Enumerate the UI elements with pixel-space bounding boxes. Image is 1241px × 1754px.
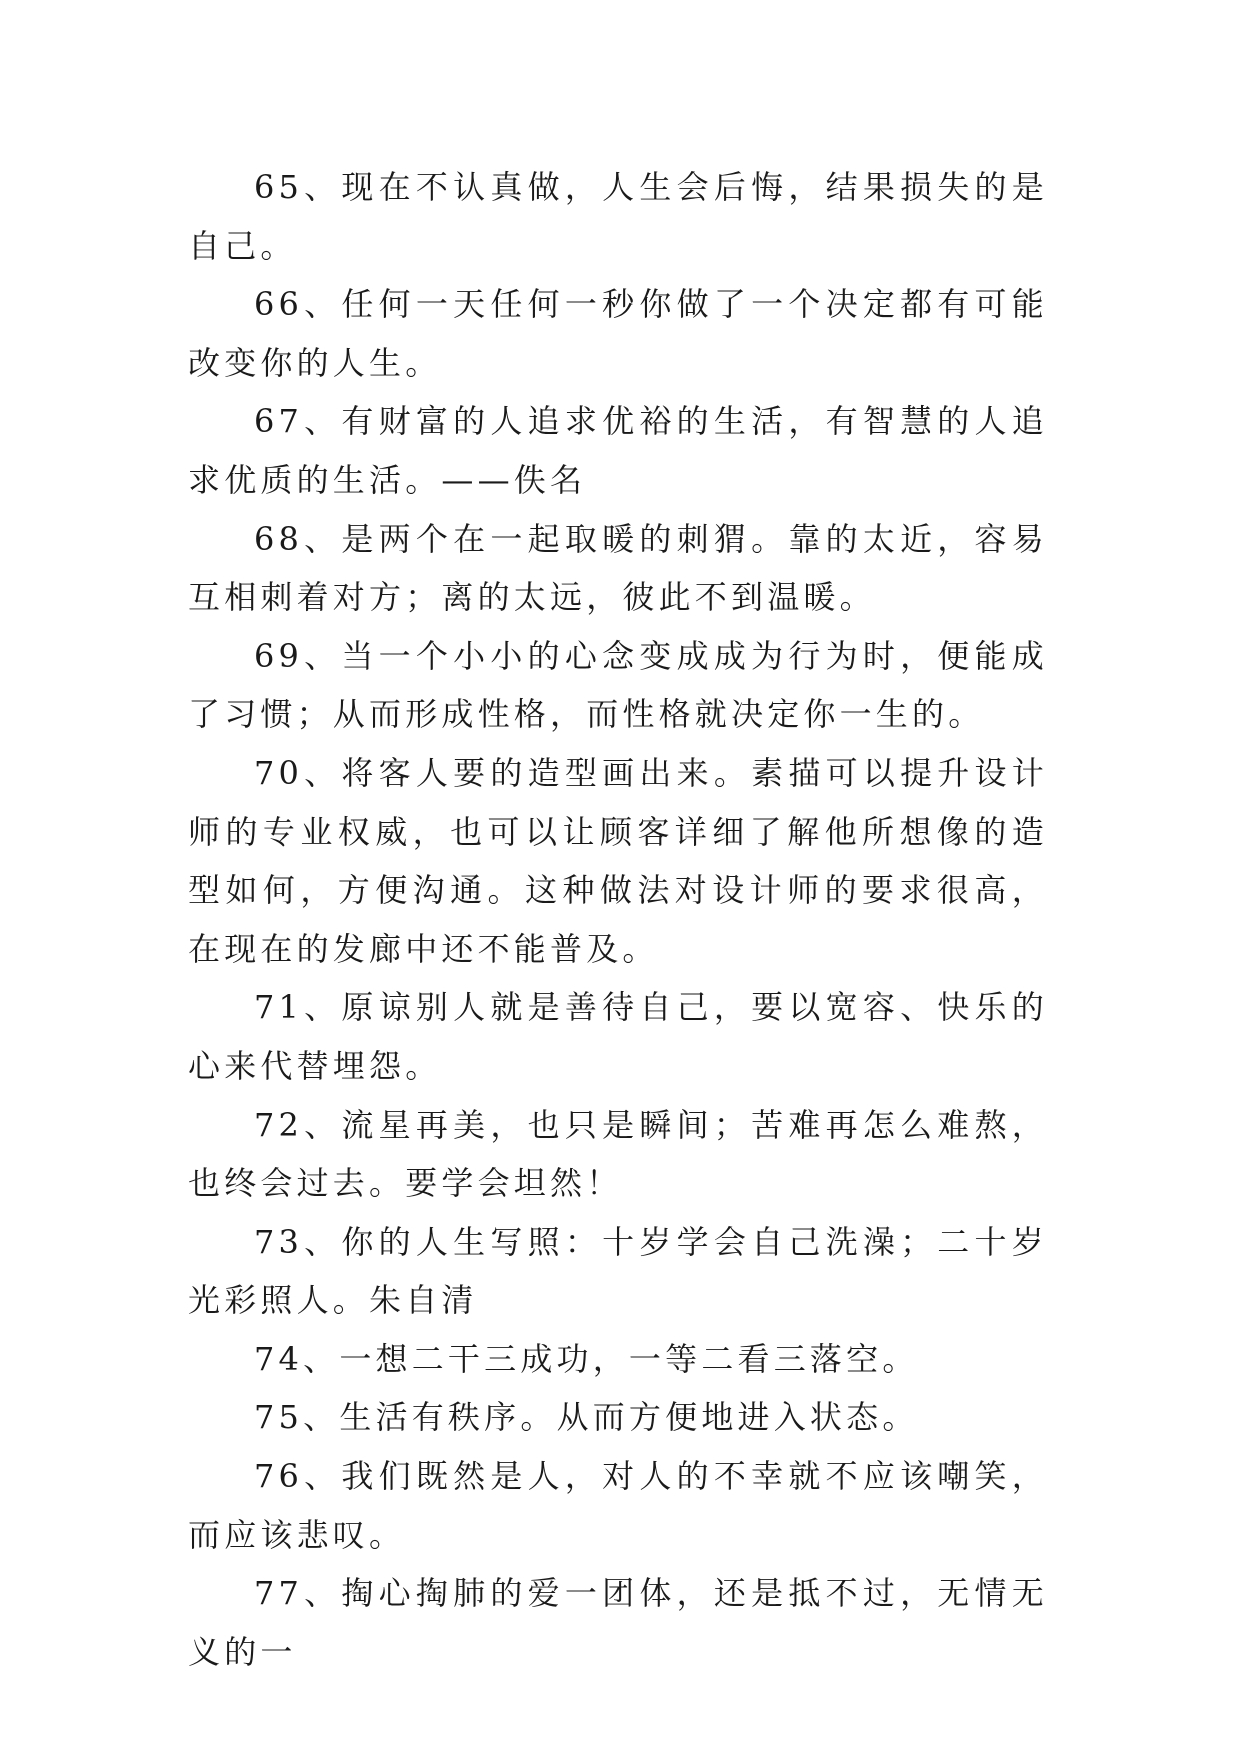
quote-paragraph-68: 68、是两个在一起取暖的刺猬。靠的太近，容易互相刺着对方；离的太远，彼此不到温暖。 bbox=[188, 519, 1048, 617]
quote-paragraph-74: 74、一想二干三成功，一等二看三落空。 bbox=[254, 1339, 919, 1378]
quote-paragraph-73: 73、你的人生写照：十岁学会自己洗澡；二十岁光彩照人。朱自清 bbox=[188, 1222, 1048, 1320]
quote-paragraph-66: 66、任何一天任何一秒你做了一个决定都有可能改变你的人生。 bbox=[188, 285, 1048, 382]
quote-paragraph-75: 75、生活有秩序。从而方便地进入状态。 bbox=[254, 1398, 919, 1437]
quote-paragraph-65: 65、现在不认真做，人生会后悔，结果损失的是自己。 bbox=[188, 168, 1048, 265]
quote-paragraph-77: 77、掏心掏肺的爱一团体，还是抵不过，无情无义的一 bbox=[188, 1574, 1048, 1671]
quote-paragraph-69: 69、当一个小小的心念变成成为行为时，便能成了习惯；从而形成性格，而性格就决定你一生的。 bbox=[188, 636, 1048, 734]
quote-paragraph-76: 76、我们既然是人，对人的不幸就不应该嘲笑，而应该悲叹。 bbox=[188, 1457, 1048, 1554]
document-body bbox=[188, 158, 1048, 1681]
quote-paragraph-70: 70、将客人要的造型画出来。素描可以提升设计师的专业权威，也可以让顾客详细了解他所想像的造型如何，方便沟通。这种做法对设计师的要求很高，在现在的发廊中还不能普及。 bbox=[188, 753, 1048, 968]
quote-paragraph-72: 72、流星再美，也只是瞬间；苦难再怎么难熬，也终会过去。要学会坦然！ bbox=[188, 1105, 1048, 1203]
quote-paragraph-67: 67、有财富的人追求优裕的生活，有智慧的人追求优质的生活。——佚名 bbox=[188, 402, 1048, 499]
quote-paragraph-71: 71、原谅别人就是善待自己，要以宽容、快乐的心来代替埋怨。 bbox=[188, 988, 1048, 1085]
